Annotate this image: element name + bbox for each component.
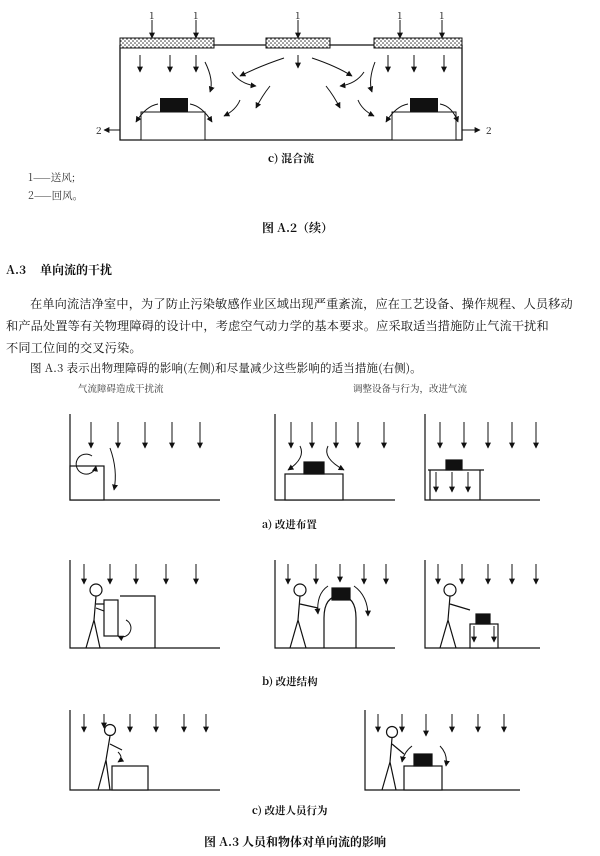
- fig-a2-mixed-flow-diagram: [0, 0, 600, 150]
- fig-a3-subcaption-c: c) 改进人员行为: [252, 803, 328, 818]
- fig-a2-caption: 图 A.2（续）: [262, 219, 334, 236]
- fig-a3-diagrams: [0, 400, 600, 820]
- return-label-2-left: 2: [96, 122, 102, 137]
- c-right-improved-behavior: [365, 710, 520, 790]
- supply-label-1d: 1: [397, 7, 403, 22]
- right-column-header: 调整设备与行为，改进气流: [353, 381, 468, 395]
- legend-item-supply: 1——送风;: [28, 170, 76, 185]
- return-label-2-right: 2: [486, 122, 492, 137]
- b-right-improved-structure-2: [425, 560, 540, 648]
- c-left-obstacle-diagram: [70, 710, 220, 790]
- a-right-improved-layout-2: [425, 414, 540, 500]
- hepa-filter-left: [120, 38, 214, 48]
- b-left-obstacle-diagram: [70, 560, 220, 648]
- intro-line: 图 A.3 表示出物理障碍的影响(左侧)和尽量减少这些影响的适当措施(右侧)。: [30, 360, 422, 376]
- fig-a3-caption: 图 A.3 人员和物体对单向流的影响: [204, 833, 387, 850]
- a-right-improved-layout-1: [275, 414, 395, 500]
- supply-label-1b: 1: [193, 7, 199, 22]
- supply-label-1e: 1: [439, 7, 445, 22]
- fig-a3-subcaption-a: a) 改进布置: [262, 517, 317, 532]
- hepa-filter-center: [266, 38, 330, 48]
- paragraph-line-2: 和产品处置等有关物理障碍的设计中，考虑空气动力学的基本要求。应采取适当措施防止气流干扰和: [6, 317, 549, 334]
- fig-a3-subcaption-b: b) 改进结构: [262, 674, 318, 689]
- b-right-improved-structure-1: [275, 560, 395, 648]
- equipment-right-block: [410, 98, 438, 112]
- paragraph-line-3: 不同工位间的交叉污染。: [6, 339, 142, 356]
- equipment-left-block: [160, 98, 188, 112]
- equipment-left-bench: [141, 112, 205, 140]
- section-number: A.3: [6, 261, 27, 278]
- supply-label-1a: 1: [149, 7, 155, 22]
- hepa-filter-right: [374, 38, 462, 48]
- section-title: 单向流的干扰: [40, 261, 113, 278]
- left-column-header: 气流障碍造成干扰流: [78, 381, 164, 395]
- fig-a2-subcaption: c) 混合流: [268, 150, 315, 166]
- a-left-obstacle-diagram: [70, 414, 220, 500]
- supply-label-1c: 1: [295, 7, 301, 22]
- equipment-right-bench: [392, 112, 456, 140]
- legend-item-return: 2——回风。: [28, 188, 84, 203]
- paragraph-line-1: 在单向流洁净室中，为了防止污染敏感作业区域出现严重紊流，应在工艺设备、操作规程、人员移动: [30, 295, 573, 312]
